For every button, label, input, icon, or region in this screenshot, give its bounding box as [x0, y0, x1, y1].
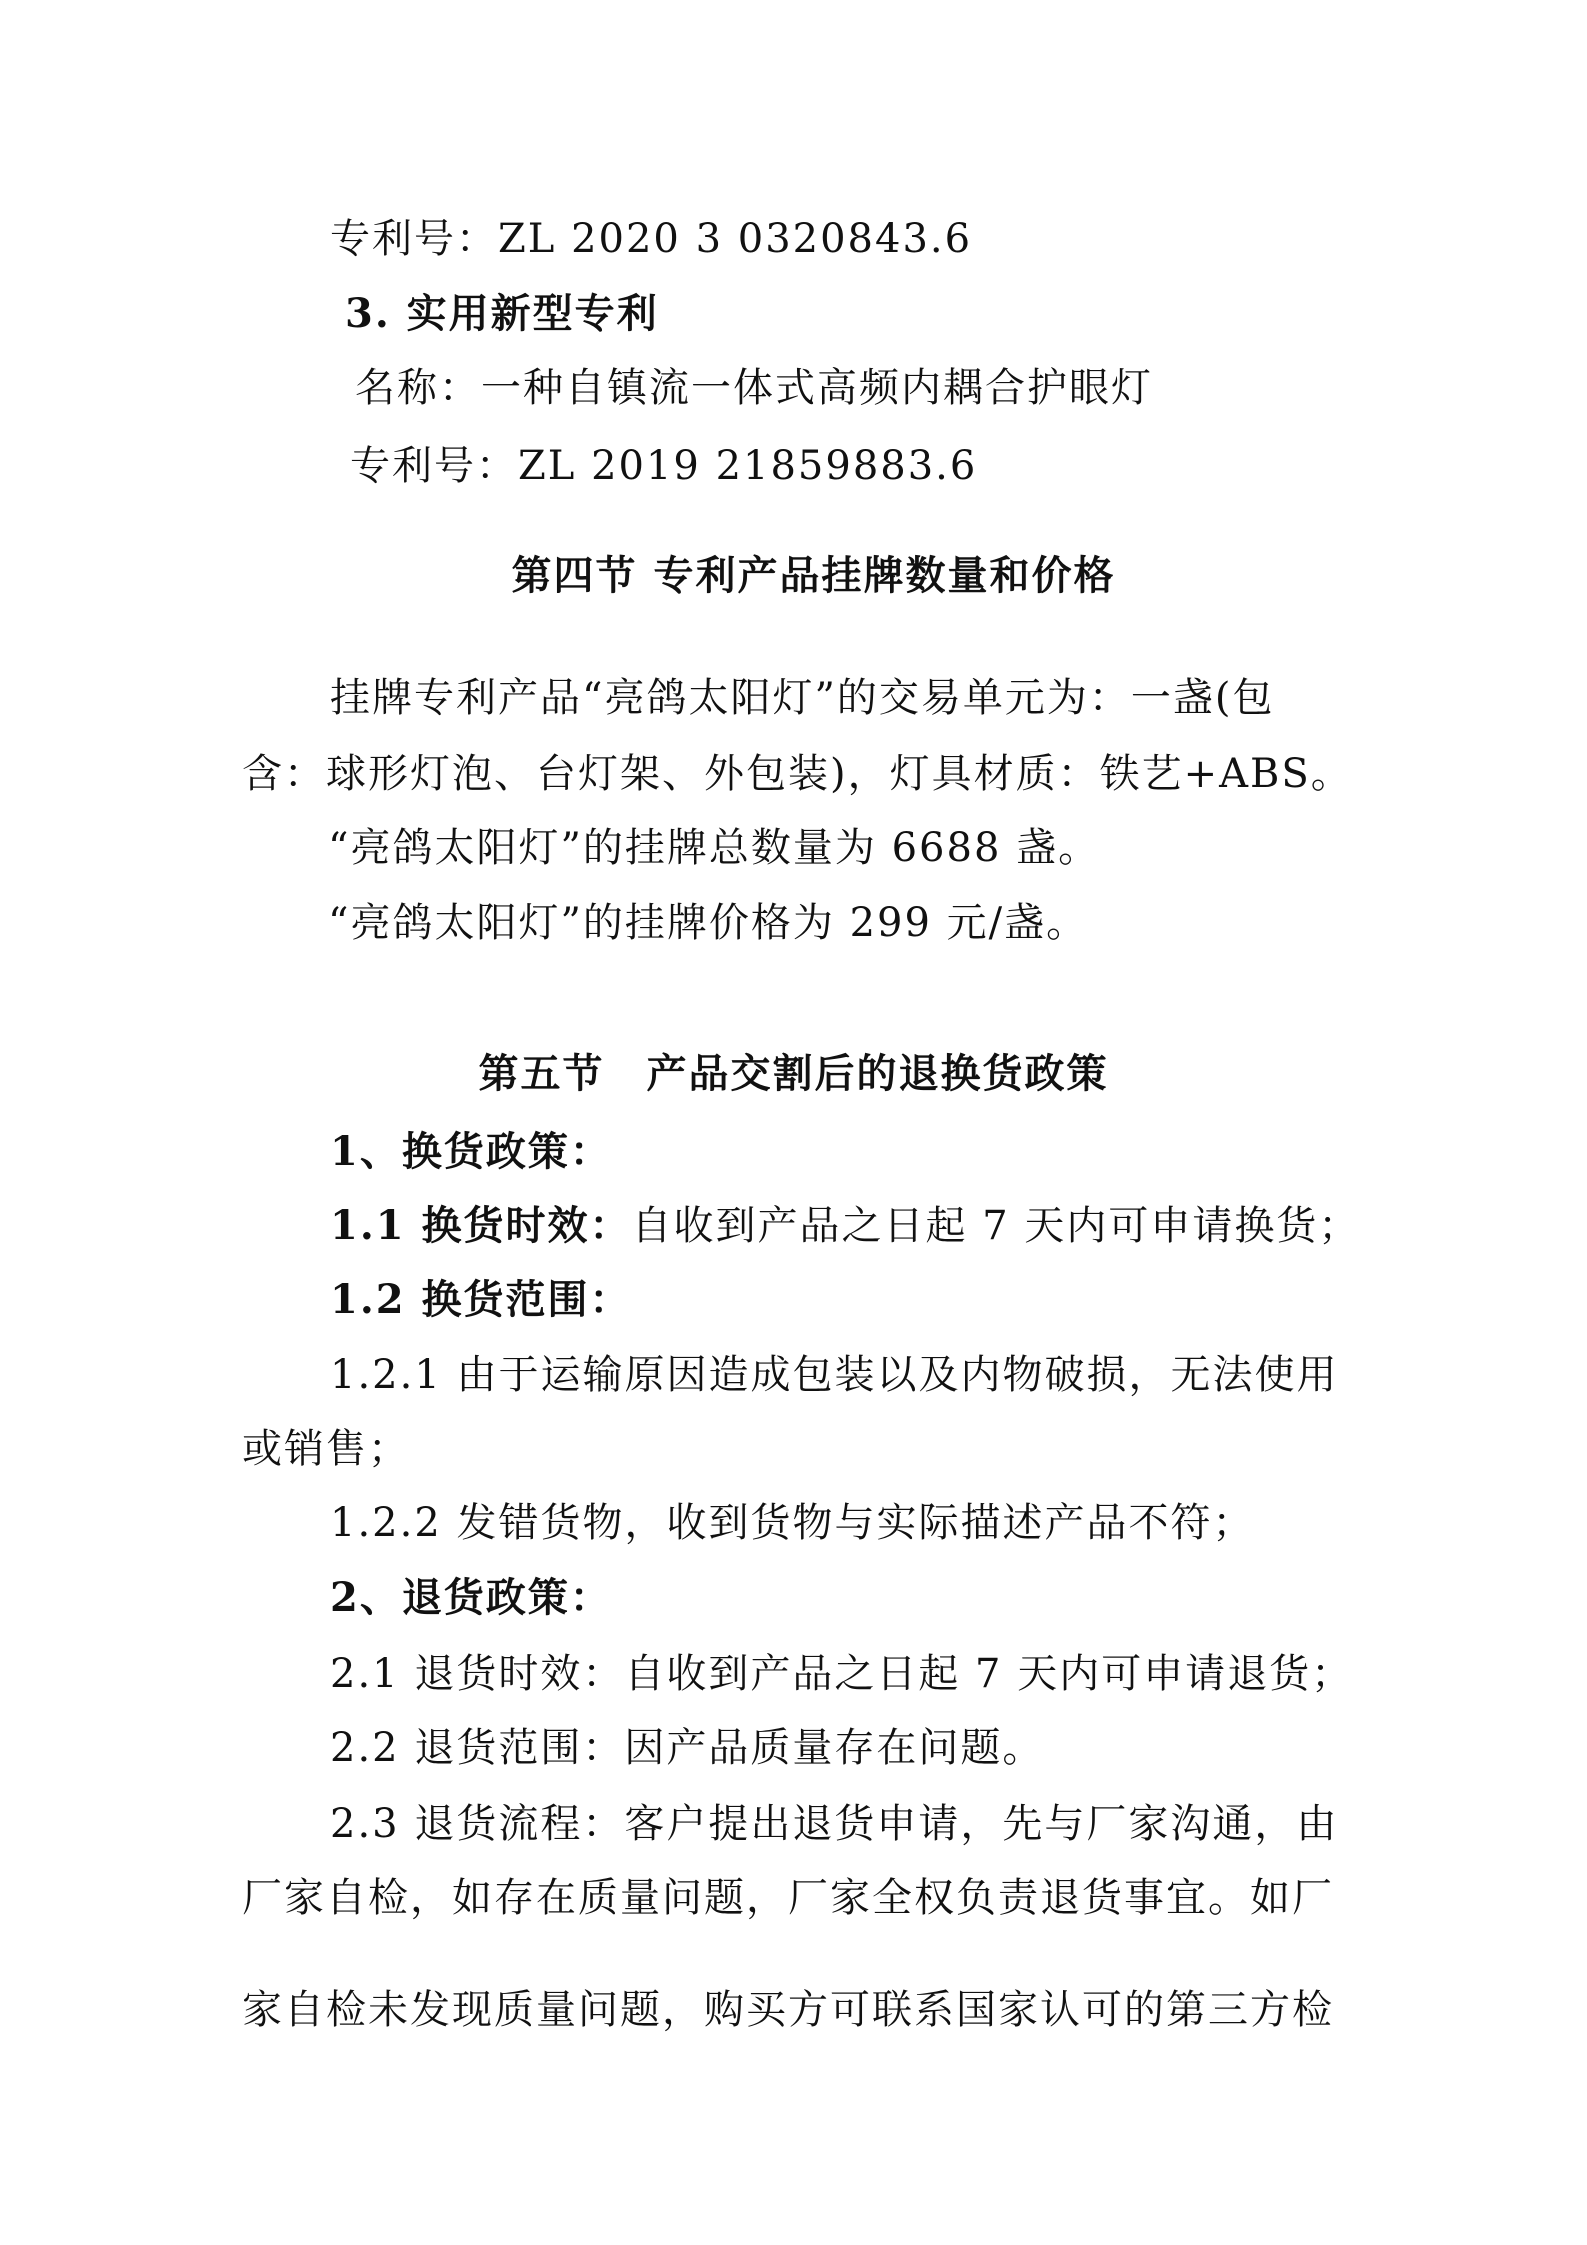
return-policy-title: 2、退货政策：	[330, 1574, 612, 1621]
utility-patent-heading: 3. 实用新型专利	[345, 290, 659, 337]
return-scope-item: 2.2 退货范围：因产品质量存在问题。	[330, 1725, 1045, 1771]
section4-heading: 第四节 专利产品挂牌数量和价格	[511, 552, 1116, 599]
section4-listing-price: “亮鸽太阳灯”的挂牌价格为 299 元/盏。	[328, 900, 1089, 946]
section4-total-quantity: “亮鸽太阳灯”的挂牌总数量为 6688 盏。	[328, 825, 1101, 871]
utility-patent-number: 专利号：ZL 2019 21859883.6	[350, 443, 978, 489]
exchange-policy-title: 1、换货政策：	[330, 1128, 612, 1175]
utility-patent-name: 名称：一种自镇流一体式高频内耦合护眼灯	[355, 365, 1153, 411]
exchange-scope-1-line2: 或销售；	[242, 1426, 410, 1472]
section5-heading: 第五节 产品交割后的退换货政策	[478, 1050, 1109, 1097]
section4-paragraph1-line2: 含：球形灯泡、台灯架、外包装)，灯具材质：铁艺+ABS。	[242, 751, 1353, 797]
return-time-item: 2.1 退货时效：自收到产品之日起 7 天内可申请退货；	[330, 1651, 1354, 1697]
return-flow-line1: 2.3 退货流程：客户提出退货申请，先与厂家沟通，由	[330, 1801, 1339, 1847]
exchange-scope-2: 1.2.2 发错货物，收到货物与实际描述产品不符；	[330, 1500, 1255, 1546]
exchange-scope-1-line1: 1.2.1 由于运输原因造成包装以及内物破损，无法使用	[330, 1352, 1339, 1398]
return-flow-line2: 厂家自检，如存在质量问题，厂家全权负责退货事宜。如厂	[242, 1875, 1334, 1921]
exchange-time-label: 1.1 换货时效：	[330, 1202, 632, 1249]
design-patent-number: 专利号：ZL 2020 3 0320843.6	[330, 216, 973, 262]
exchange-time-text: 自收到产品之日起 7 天内可申请换货；	[631, 1203, 1361, 1249]
section4-paragraph1-line1: 挂牌专利产品“亮鸽太阳灯”的交易单元为：一盏(包	[330, 675, 1275, 721]
return-flow-line3: 家自检未发现质量问题，购买方可联系国家认可的第三方检	[242, 1987, 1334, 2033]
exchange-time-item	[330, 1200, 1360, 1252]
exchange-scope-label: 1.2 换货范围：	[330, 1276, 632, 1323]
